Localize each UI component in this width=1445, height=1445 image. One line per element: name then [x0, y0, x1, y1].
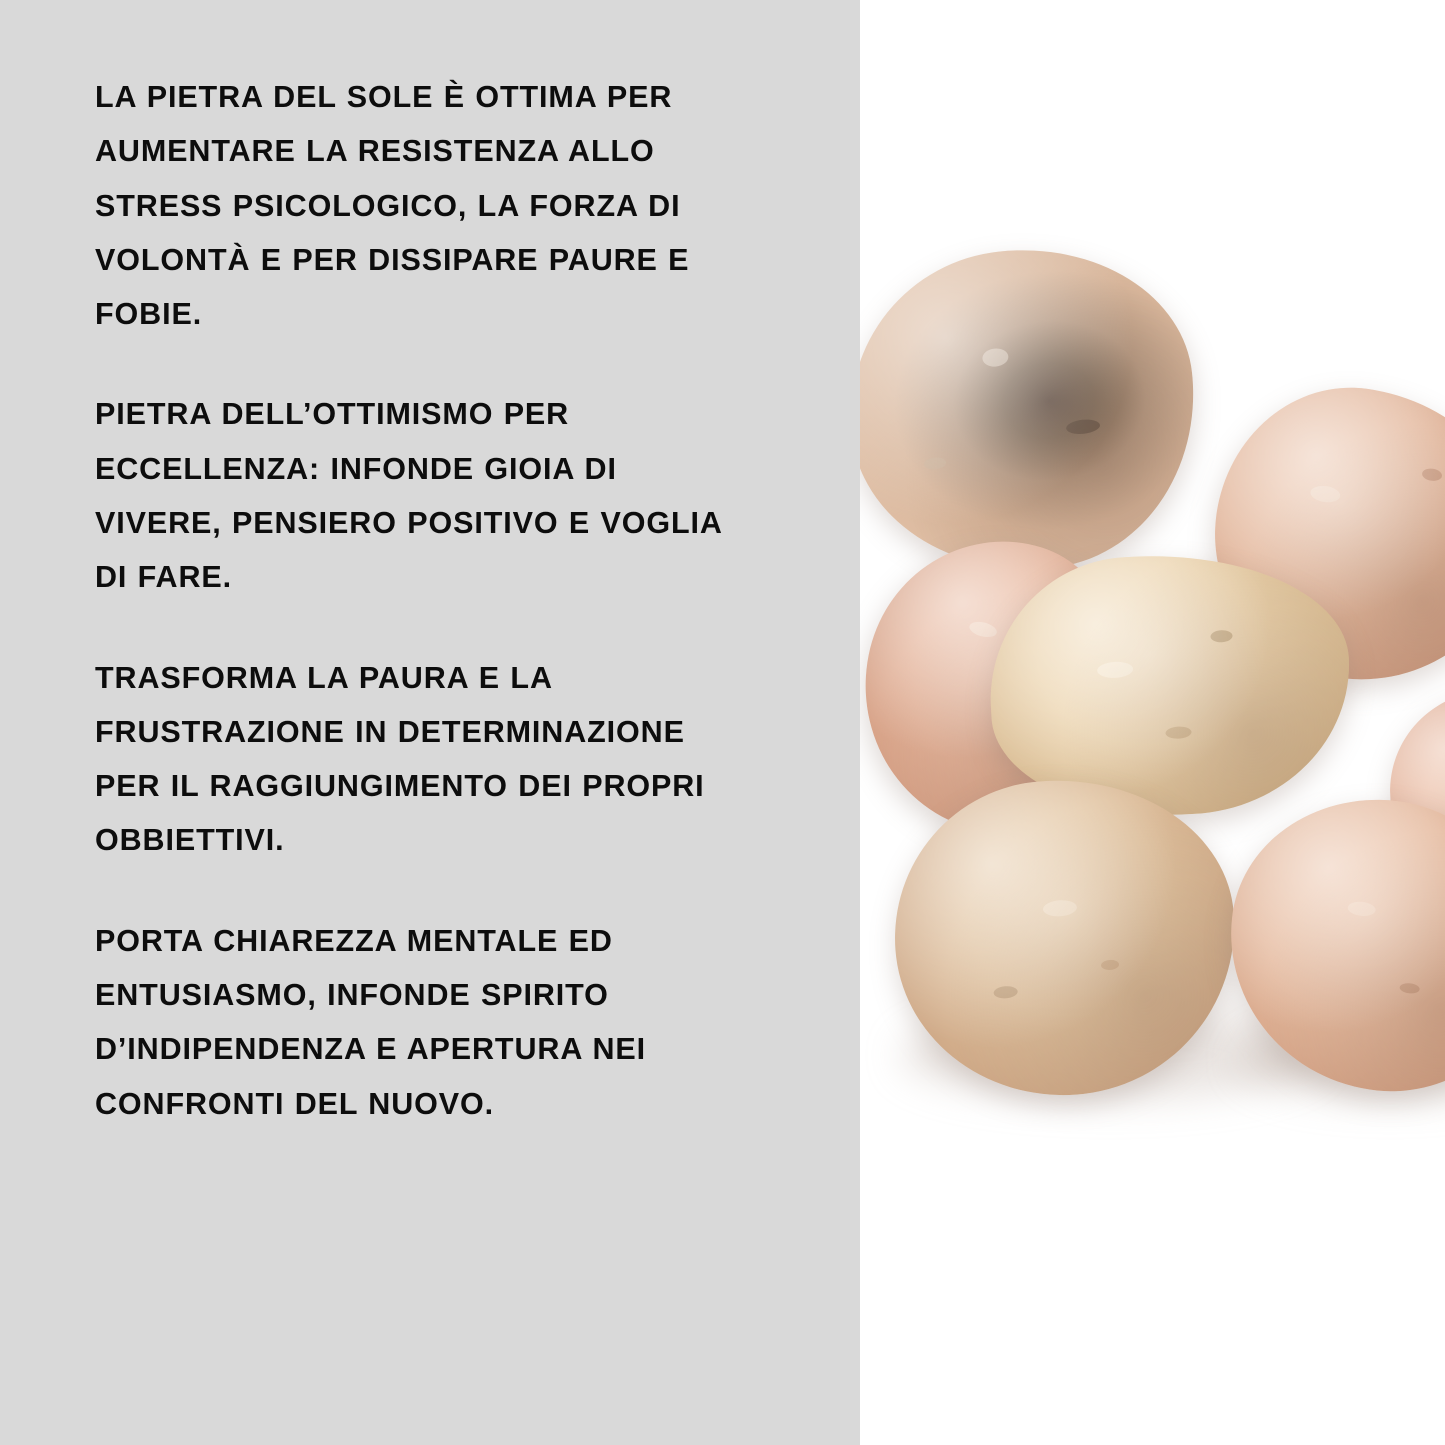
stone-speckle — [968, 619, 999, 639]
stone-speckle — [1042, 899, 1077, 917]
stone-speckle — [1309, 484, 1341, 504]
paragraph-3: TRASFORMA LA PAURA E LA FRUSTRAZIONE IN DETERMINAZIONE PER IL RAGGIUNGIMENTO DEI PROPRI OBBIETTIVI. — [95, 660, 705, 858]
paragraph-1: LA PIETRA DEL SOLE È OTTIMA PER AUMENTARE LA RESISTENZA ALLO STRESS PSICOLOGICO, LA FORZA DI VOLONTÀ E PER DISSIPARE PAURE E FOBIE. — [95, 80, 690, 332]
paragraph-2: PIETRA DELL’OTTIMISMO PER ECCELLENZA: INFONDE GIOIA DI VIVERE, PENSIERO POSITIVO E VOGLIA DI FARE. — [95, 397, 722, 595]
stone-speckle — [1399, 982, 1420, 994]
stone-speckle — [1347, 901, 1376, 918]
stone-speckle — [1101, 959, 1120, 970]
stone-speckle — [1097, 661, 1134, 679]
stone-speckle — [1210, 630, 1233, 643]
paragraph-4: PORTA CHIAREZZA MENTALE ED ENTUSIASMO, INFONDE SPIRITO D’INDIPENDENZA E APERTURA NEI CONFRONTI DEL NUOVO. — [95, 923, 647, 1121]
sunstone-photo — [860, 0, 1445, 1445]
stone-speckle — [981, 347, 1009, 368]
stone-speckle — [924, 457, 947, 471]
stone-speckle — [1065, 418, 1100, 435]
stone-speckle — [1165, 726, 1192, 739]
stone-speckle — [993, 985, 1018, 999]
stone-top — [860, 233, 1211, 587]
stone-speckle — [1421, 467, 1442, 482]
